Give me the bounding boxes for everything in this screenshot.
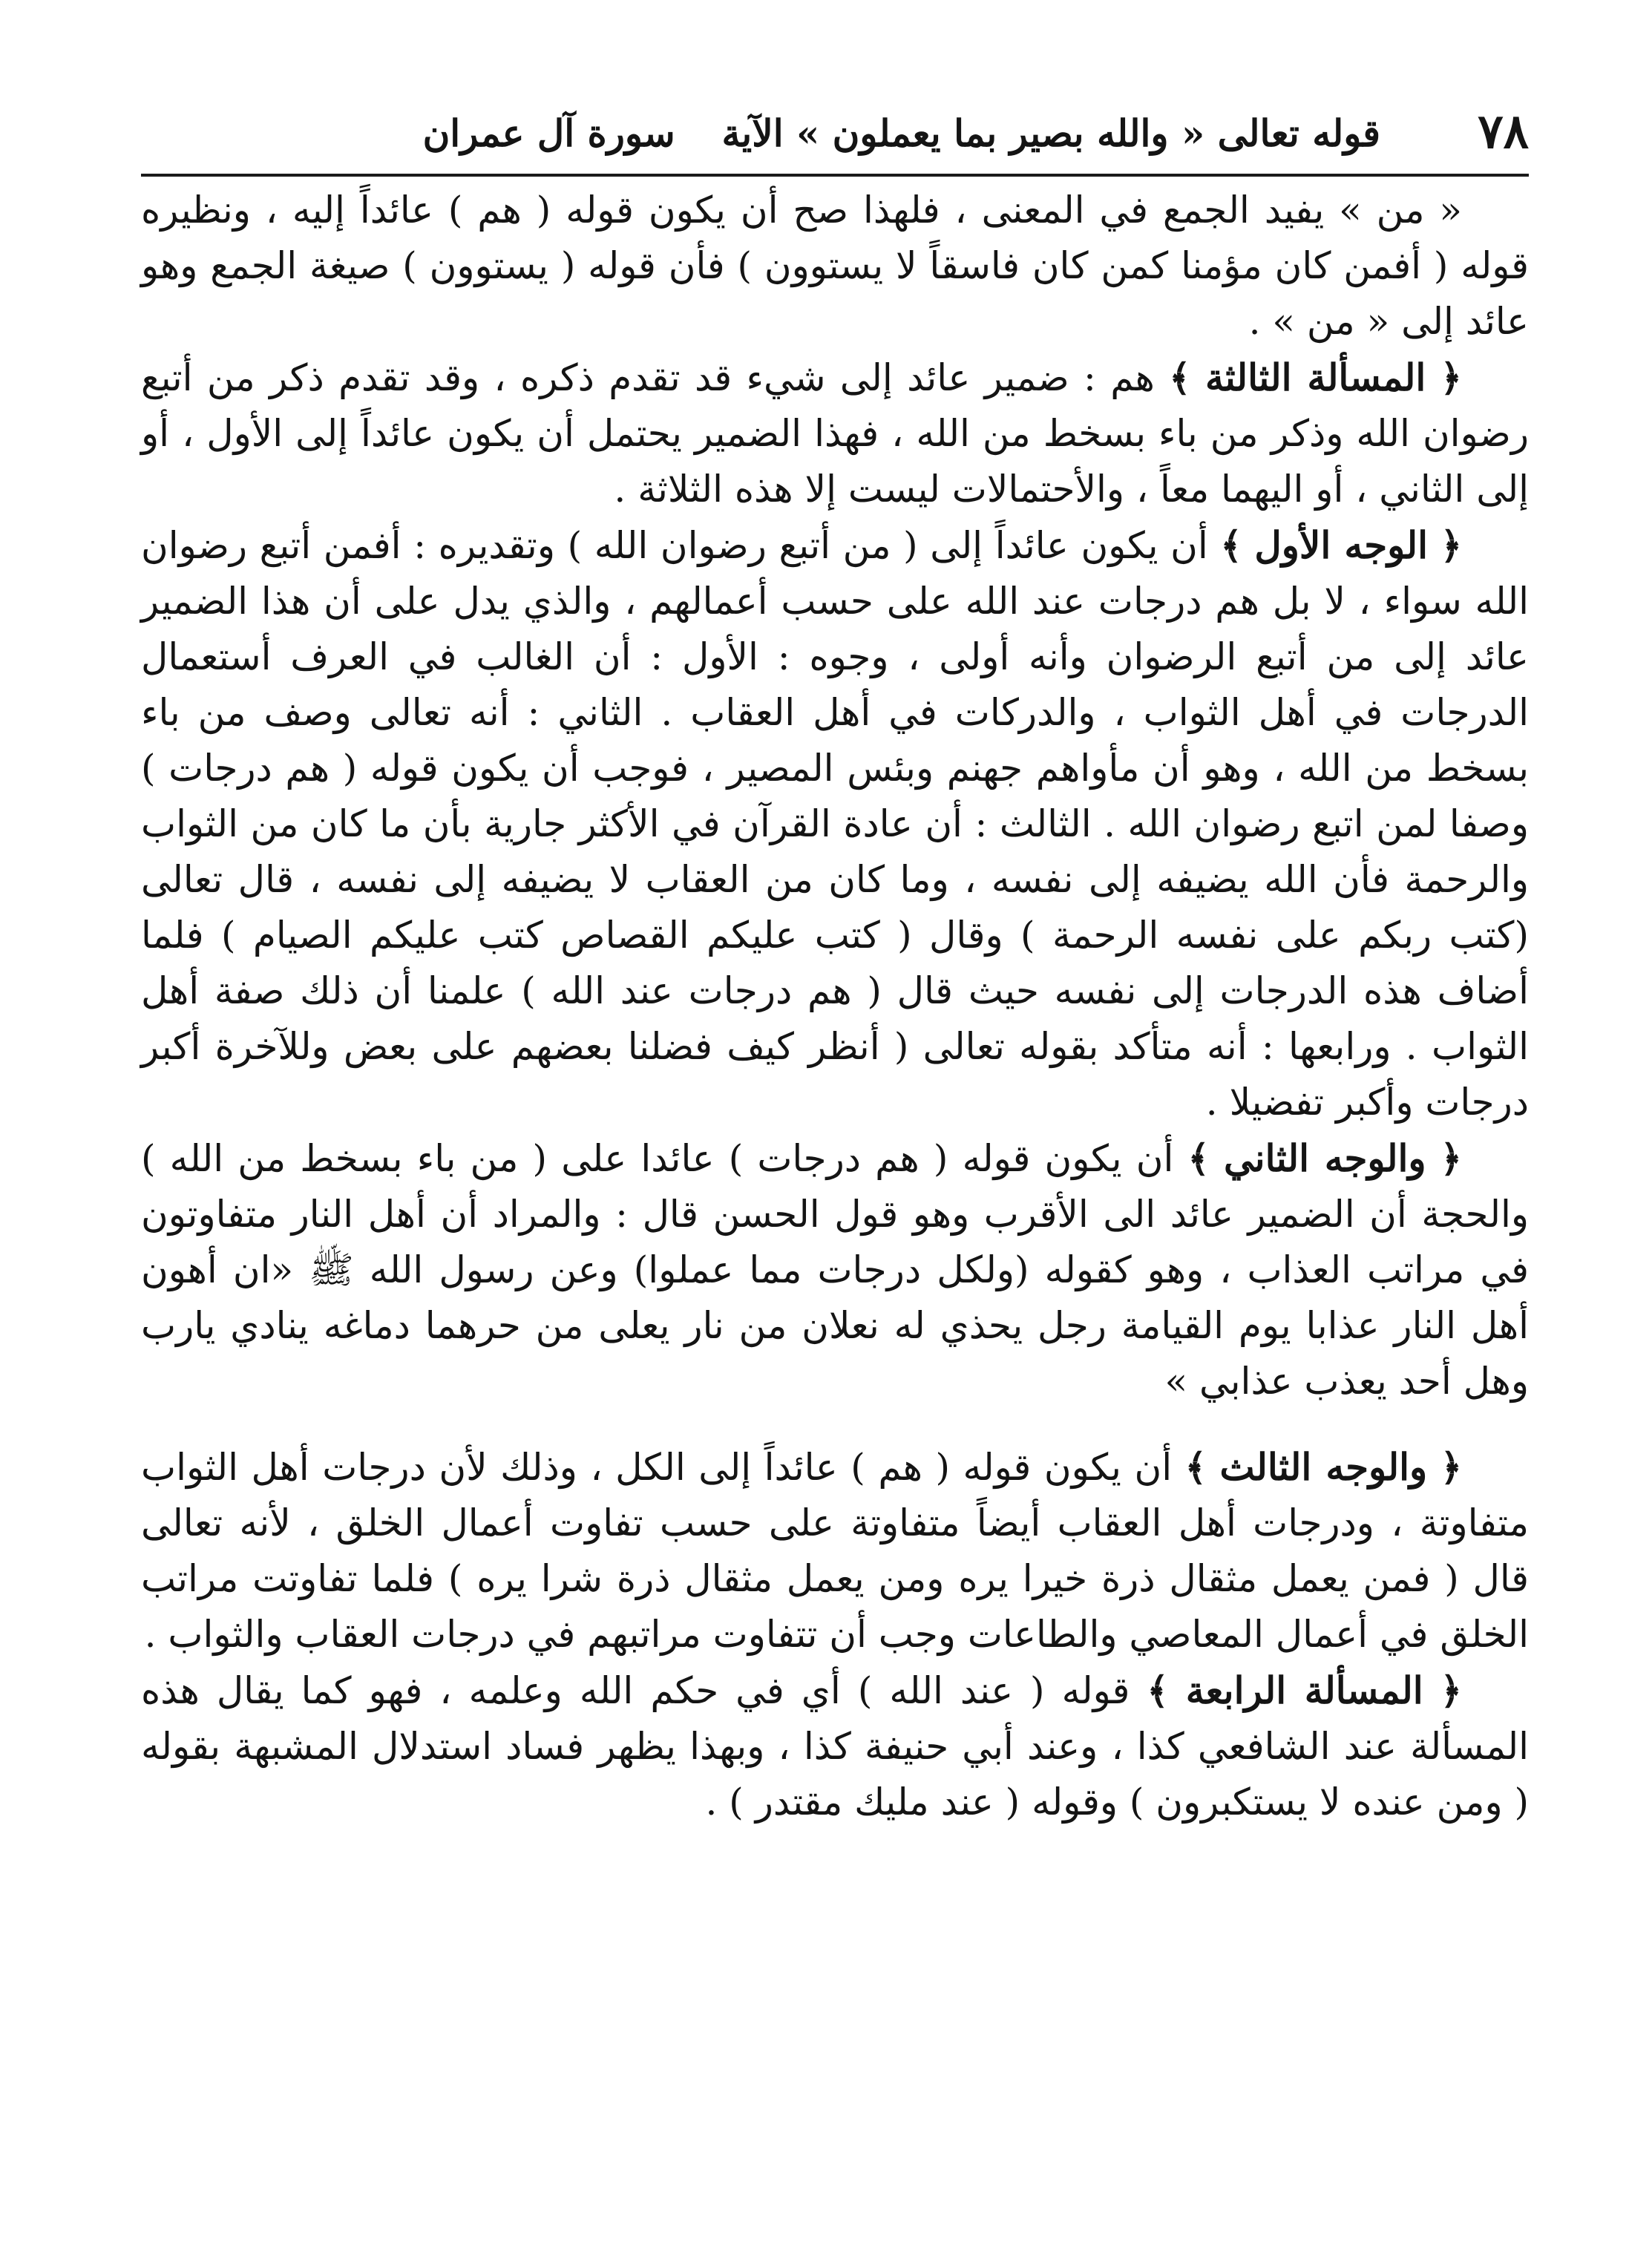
running-head [141,111,1380,155]
section-heading: المسألة الرابعة [1185,1668,1423,1712]
ornament-open: ﴿ [1440,1445,1462,1489]
page-number: ٧٨ [1478,104,1529,160]
ornament-open: ﴿ [1440,1136,1462,1180]
ornament-open: ﴿ [1440,1668,1462,1712]
ornament-open: ﴿ [1440,523,1462,567]
paragraph [141,1439,1529,1662]
ornament-close: ﴾ [1184,1445,1207,1489]
header-divider [141,174,1529,177]
paragraph-text: قوله ( عند الله ) أي في حكم الله وعلمه ، فهو كما يقال هذه المسألة عند الشافعي كذا ، وعند أبي حنيفة كذا ، وبهذا يظهر فساد استدلال المشبهة بقوله ( ومن عنده لا يستكبرون ) وقوله ( عند مليك مقتدر ) . [141,1669,1529,1824]
paragraph-text: أن يكون عائداً إلى ( من أتبع رضوان الله ) وتقديره : أفمن أتبع رضوان الله سواء ، لا بل هم درجات عند الله على حسب أعمالهم ، والذي يدل على أن هذا الضمير عائد إلى من أتبع الرضوان وأنه أولى ، وجوه : الأول : أن الغالب في العرف أستعمال الدرجات في أهل الثواب ، والدركات في أهل العقاب . الثاني : أنه تعالى وصف من باء بسخط من الله ، وهو أن مأواهم جهنم وبئس المصير ، فوجب أن يكون قوله ( هم درجات ) وصفا لمن اتبع رضوان الله . الثالث : أن عادة القرآن في الأكثر جارية بأن ما كان من الثواب والرحمة فأن الله يضيفه إلى نفسه ، وما كان من العقاب لا يضيفه إلى نفسه ، قال تعالى (كتب ربكم على نفسه الرحمة ) وقال ( كتب عليكم القصاص كتب عليكم الصيام ) فلما أضاف هذه الدرجات إلى نفسه حيث قال ( هم درجات عند الله ) علمنا أن ذلك صفة أهل الثواب . ورابعها : أنه متأكد بقوله تعالى ( أنظر كيف فضلنا بعضهم على بعض وللآخرة أكبر درجات وأكبر تفضيلا . [141,524,1529,1124]
verse-reference: قوله تعالى « والله بصير بما يعملون » الآية [721,111,1380,155]
ornament-close: ﴾ [1169,356,1191,399]
ornament-close: ﴾ [1220,523,1242,567]
surah-name: سورة آل عمران [422,111,675,155]
ornament-open: ﴿ [1440,356,1462,399]
paragraph-text: أن يكون قوله ( هم ) عائداً إلى الكل ، وذلك لأن درجات أهل الثواب متفاوتة ، ودرجات أهل العقاب أيضاً متفاوتة على حسب تفاوت أعمال الخلق ، لأنه تعالى قال ( فمن يعمل مثقال ذرة خيرا يره ومن يعمل مثقال ذرة شرا يره ) فلما تفاوتت مراتب الخلق في أعمال المعاصي والطاعات وجب أن تتفاوت مراتبهم في درجات العقاب والثواب . [141,1446,1529,1656]
paragraph-text: هم : ضمير عائد إلى شيء قد تقدم ذكره ، وقد تقدم ذكر من أتبع رضوان الله وذكر من باء بسخط من الله ، فهذا الضمير يحتمل أن يكون عائداً إلى الأول ، أو إلى الثاني ، أو اليهما معاً ، والأحتمالات ليست إلا هذه الثلاثة . [141,356,1529,511]
paragraph [141,350,1529,517]
paragraph [141,183,1529,350]
paragraph-text: « من » يفيد الجمع في المعنى ، فلهذا صح أن يكون قوله ( هم ) عائداً إليه ، ونظيره قوله ( أفمن كان مؤمنا كمن كان فاسقاً لا يستوون ) فأن قوله ( يستوون ) صيغة الجمع وهو عائد إلى « من » . [141,189,1529,343]
paragraph [141,1130,1529,1409]
page-body [141,183,1529,1830]
section-heading: والوجه الثالث [1219,1445,1428,1489]
paragraph [141,517,1529,1130]
section-heading: والوجه الثاني [1223,1136,1426,1180]
ornament-close: ﴾ [1147,1668,1169,1712]
section-heading: المسألة الثالثة [1204,356,1426,399]
ornament-close: ﴾ [1187,1136,1210,1180]
paragraph [141,1662,1529,1830]
paragraph-text: أن يكون قوله ( هم درجات ) عائدا على ( من باء بسخط من الله ) والحجة أن الضمير عائد الى الأقرب وهو قول الحسن قال : والمراد أن أهل النار متفاوتون في مراتب العذاب ، وهو كقوله (ولكل درجات مما عملوا) وعن رسول الله ﷺ «ان أهون أهل النار عذابا يوم القيامة رجل يحذي له نعلان من نار يعلى من حرهما دماغه ينادي يارب وهل أحد يعذب عذابي » [141,1137,1529,1403]
page-header [141,88,1529,177]
section-heading: الوجه الأول [1254,523,1429,567]
